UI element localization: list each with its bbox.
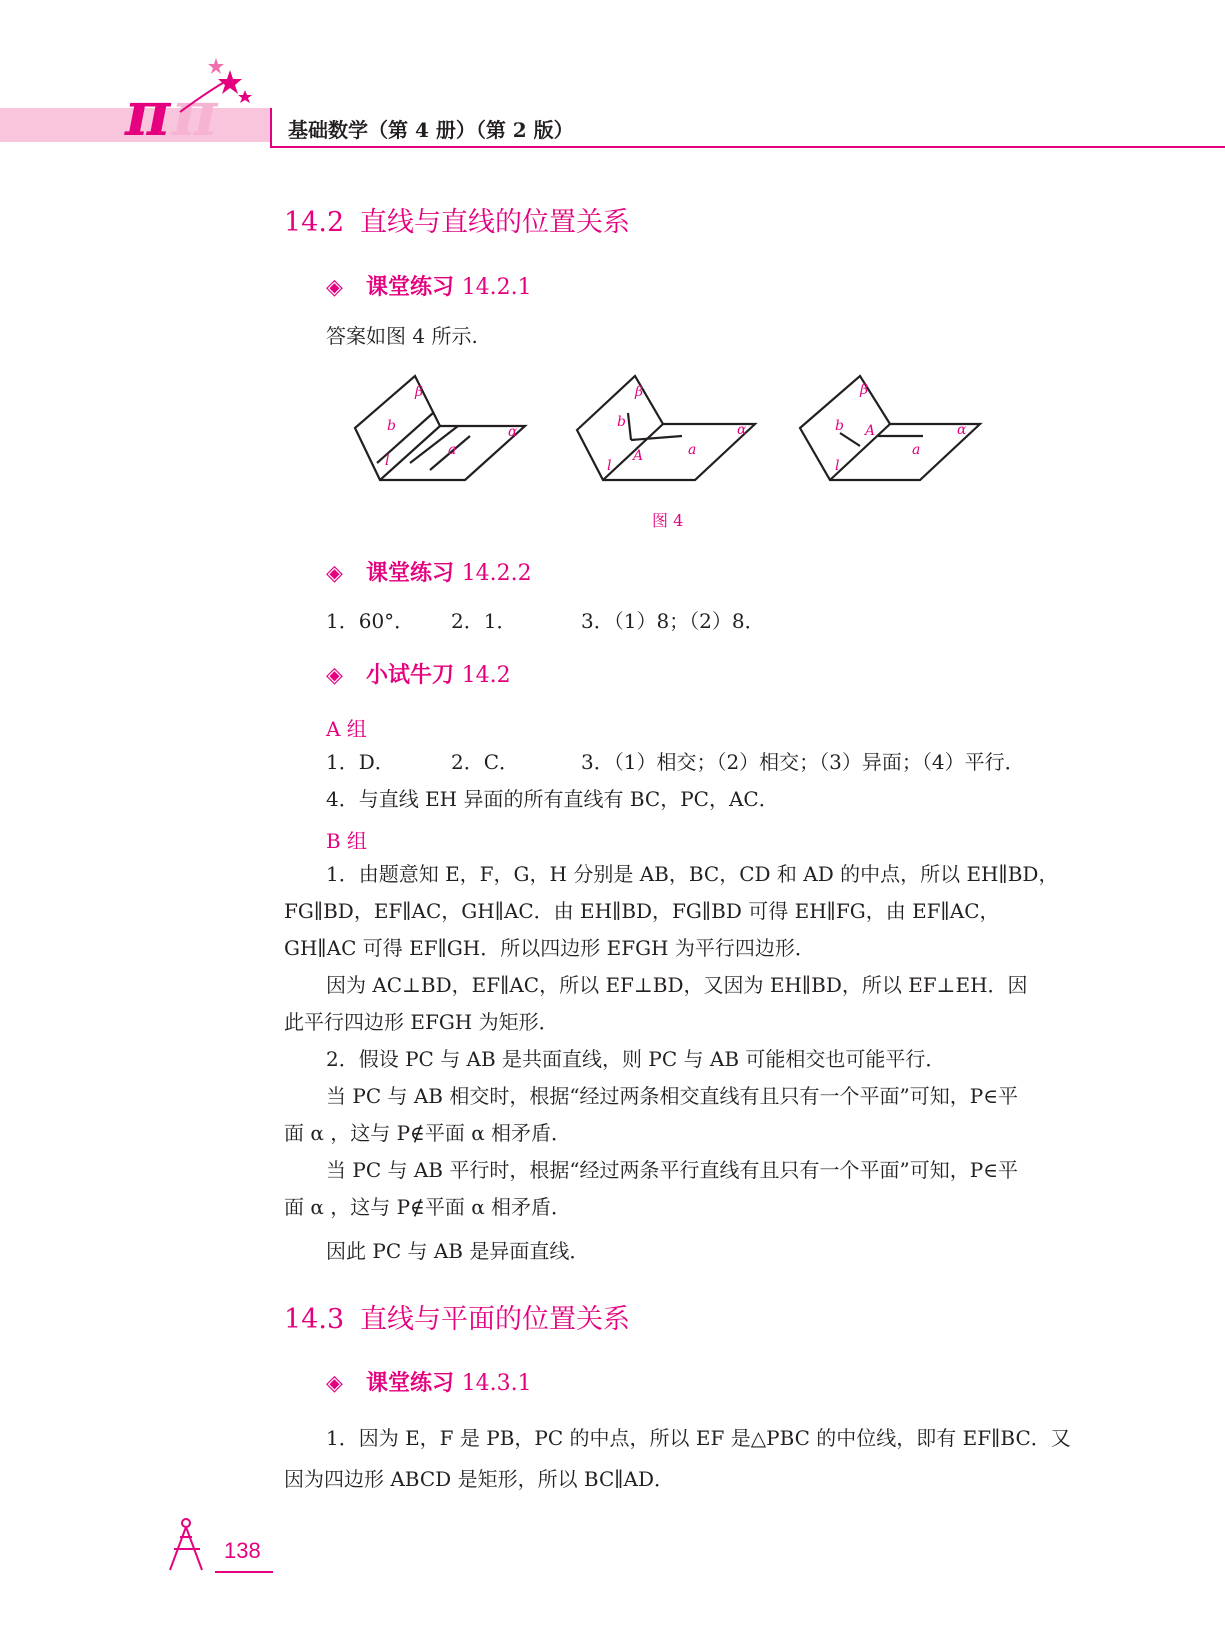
section-number: 14.3 xyxy=(284,1304,345,1335)
page-number: 138 xyxy=(224,1538,261,1563)
label-alpha: α xyxy=(508,424,518,440)
group-b-label: B 组 xyxy=(326,829,368,853)
exercise-number: 14.2.1 xyxy=(461,275,532,300)
figure-4-diagram xyxy=(345,368,995,503)
label-a: a xyxy=(912,442,921,458)
exercise-heading-14-2-1 xyxy=(326,270,532,301)
group-b-line: 当 PC 与 AB 相交时，根据“经过两条相交直线有且只有一个平面”可知，P∈平 xyxy=(326,1084,1019,1108)
svg-text:π: π xyxy=(125,77,171,150)
answer-item: 3．（1）相交；（2）相交；（3）异面；（4）平行． xyxy=(581,750,1025,774)
answer-item: 2．C． xyxy=(451,750,520,774)
diamond-bullet-icon: ◈ xyxy=(326,561,343,586)
book-title: 基础数学（第 4 册）（第 2 版） xyxy=(288,118,574,142)
section-title: 直线与平面的位置关系 xyxy=(360,1304,630,1335)
label-alpha: α xyxy=(737,422,747,438)
group-b-line: 因为 AC⊥BD，EF∥AC，所以 EF⊥BD，又因为 EH∥BD，所以 EF⊥EH．因 xyxy=(326,973,1028,997)
test-heading-14-2 xyxy=(326,658,511,689)
group-a-q4: 4．与直线 EH 异面的所有直线有 BC，PC，AC． xyxy=(326,787,779,811)
exercise-heading-14-2-2 xyxy=(326,556,532,587)
section-heading-14-2 xyxy=(284,200,630,239)
group-b-line: FG∥BD，EF∥AC，GH∥AC．由 EH∥BD，FG∥BD 可得 EH∥FG，由 EF∥AC， xyxy=(284,899,1000,923)
label-beta: β xyxy=(415,384,424,400)
label-b: b xyxy=(835,418,844,434)
figure-panel-1 xyxy=(355,376,525,480)
exercise-number: 14.2.2 xyxy=(461,561,532,586)
answer-item: 3．（1）8；（2）8． xyxy=(581,609,765,633)
answer-item: 2．1． xyxy=(451,609,517,633)
diamond-bullet-icon: ◈ xyxy=(326,275,343,300)
exercise-label: 课堂练习 xyxy=(366,274,455,300)
label-a: a xyxy=(688,442,697,458)
label-l: l xyxy=(385,453,390,469)
section-14-3-line: 1．因为 E，F 是 PB，PC 的中点，所以 EF 是△PBC 的中位线，即有 EF∥BC．又 xyxy=(326,1426,1071,1450)
group-b-line: 面 α ，这与 P∉平面 α 相矛盾． xyxy=(284,1195,572,1219)
section-heading-14-3 xyxy=(284,1297,630,1336)
label-a: a xyxy=(448,442,457,458)
label-A: A xyxy=(865,423,876,439)
group-b-line: 1．由题意知 E，F，G，H 分别是 AB，BC，CD 和 AD 的中点，所以 EH∥BD， xyxy=(326,862,1059,886)
label-A: A xyxy=(633,448,644,464)
section-number: 14.2 xyxy=(284,207,345,238)
exercise-label: 课堂练习 xyxy=(366,560,455,586)
answer-line: 答案如图 4 所示. xyxy=(326,324,478,348)
group-b-line: 当 PC 与 AB 平行时，根据“经过两条平行直线有且只有一个平面”可知，P∈平 xyxy=(326,1158,1019,1182)
diamond-bullet-icon: ◈ xyxy=(326,1371,343,1396)
label-l: l xyxy=(835,458,840,474)
header-divider xyxy=(270,108,272,148)
section-title: 直线与直线的位置关系 xyxy=(360,207,630,238)
pi-pi-stars-logo-icon xyxy=(120,50,260,150)
exercise-label: 课堂练习 xyxy=(366,1370,455,1396)
group-b-line: 面 α ，这与 P∉平面 α 相矛盾． xyxy=(284,1121,572,1145)
footer-rule xyxy=(215,1571,273,1573)
answer-item: 1．D． xyxy=(326,750,395,774)
group-b-line: GH∥AC 可得 EF∥GH．所以四边形 EFGH 为平行四边形． xyxy=(284,936,815,960)
label-l: l xyxy=(607,458,612,474)
test-label: 小试牛刀 xyxy=(366,662,455,688)
exercise-heading-14-3-1 xyxy=(326,1366,532,1397)
figure-caption: 图 4 xyxy=(652,511,684,530)
compass-icon xyxy=(160,1515,218,1575)
group-a-answers xyxy=(326,744,1025,781)
svg-text:π: π xyxy=(172,77,218,150)
group-b-line: 此平行四边形 EFGH 为矩形． xyxy=(284,1010,559,1034)
figure-panel-2 xyxy=(577,376,755,480)
label-b: b xyxy=(387,418,396,434)
exercise-answers-14-2-2 xyxy=(326,603,765,640)
label-b: b xyxy=(617,414,626,430)
diamond-bullet-icon: ◈ xyxy=(326,663,343,688)
header-rule xyxy=(270,146,1225,148)
group-b-line: 2．假设 PC 与 AB 是共面直线，则 PC 与 AB 可能相交也可能平行． xyxy=(326,1047,946,1071)
exercise-number: 14.3.1 xyxy=(461,1371,532,1396)
label-beta: β xyxy=(635,384,644,400)
figure-panel-3 xyxy=(800,376,980,480)
test-number: 14.2 xyxy=(461,663,511,688)
answer-item: 1．60°． xyxy=(326,609,415,633)
section-14-3-line: 因为四边形 ABCD 是矩形，所以 BC∥AD． xyxy=(284,1467,675,1491)
label-beta: β xyxy=(860,382,869,398)
group-a-label: A 组 xyxy=(326,717,367,741)
group-b-line: 因此 PC 与 AB 是异面直线． xyxy=(326,1239,590,1263)
label-alpha: α xyxy=(957,422,967,438)
